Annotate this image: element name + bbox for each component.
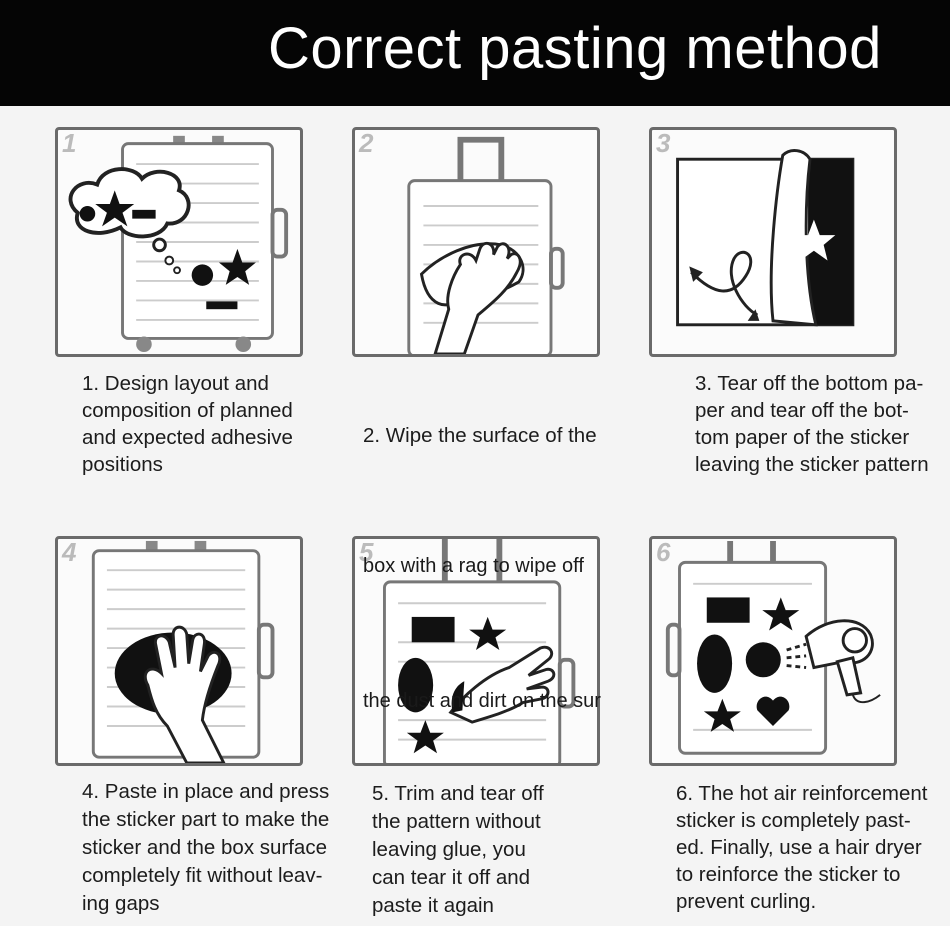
step-1-panel <box>55 127 303 357</box>
step-6-number: 6 <box>656 537 671 567</box>
step-5-number: 5 <box>359 537 374 567</box>
luggage-hair-dryer-icon <box>652 539 894 763</box>
step-2-caption-continuation-2: the dust and dirt on the sur <box>363 690 601 712</box>
step-4-panel <box>55 536 303 766</box>
page-title: Correct pasting method <box>268 16 882 81</box>
step-1-number: 1 <box>62 128 77 158</box>
step-4-caption: 4. Paste in place and press the sticker part to make the sticker and the box surface completely fit without leav- ing gaps <box>82 780 330 915</box>
step-3-panel <box>649 127 897 357</box>
step-6-caption: 6. The hot air reinforcement sticker is completely past- ed. Finally, use a hair dryer to reinforce the sticker to prevent curling. <box>676 782 928 913</box>
luggage-design-layout-icon <box>58 130 300 354</box>
step-3-number: 3 <box>656 128 671 158</box>
step-2-number: 2 <box>359 128 374 158</box>
header-banner <box>0 0 950 106</box>
step-2-caption-continuation-1: box with a rag to wipe off <box>363 555 584 577</box>
luggage-press-sticker-icon <box>58 539 300 763</box>
step-6-panel <box>649 536 897 766</box>
sticker-backing-peel-icon <box>652 130 894 354</box>
luggage-wipe-surface-icon <box>355 130 597 354</box>
step-2-panel <box>352 127 600 357</box>
step-4-number: 4 <box>62 537 77 567</box>
step-5-caption: 5. Trim and tear off the pattern without leaving glue, you can tear it off and paste it again <box>372 782 544 917</box>
step-3-caption: 3. Tear off the bottom pa- per and tear off the bot- tom paper of the sticker leaving the sticker pattern <box>695 372 929 476</box>
step-1-caption: 1. Design layout and composition of planned and expected adhesive positions <box>82 372 293 476</box>
step-2-caption: 2. Wipe the surface of the <box>363 424 597 447</box>
